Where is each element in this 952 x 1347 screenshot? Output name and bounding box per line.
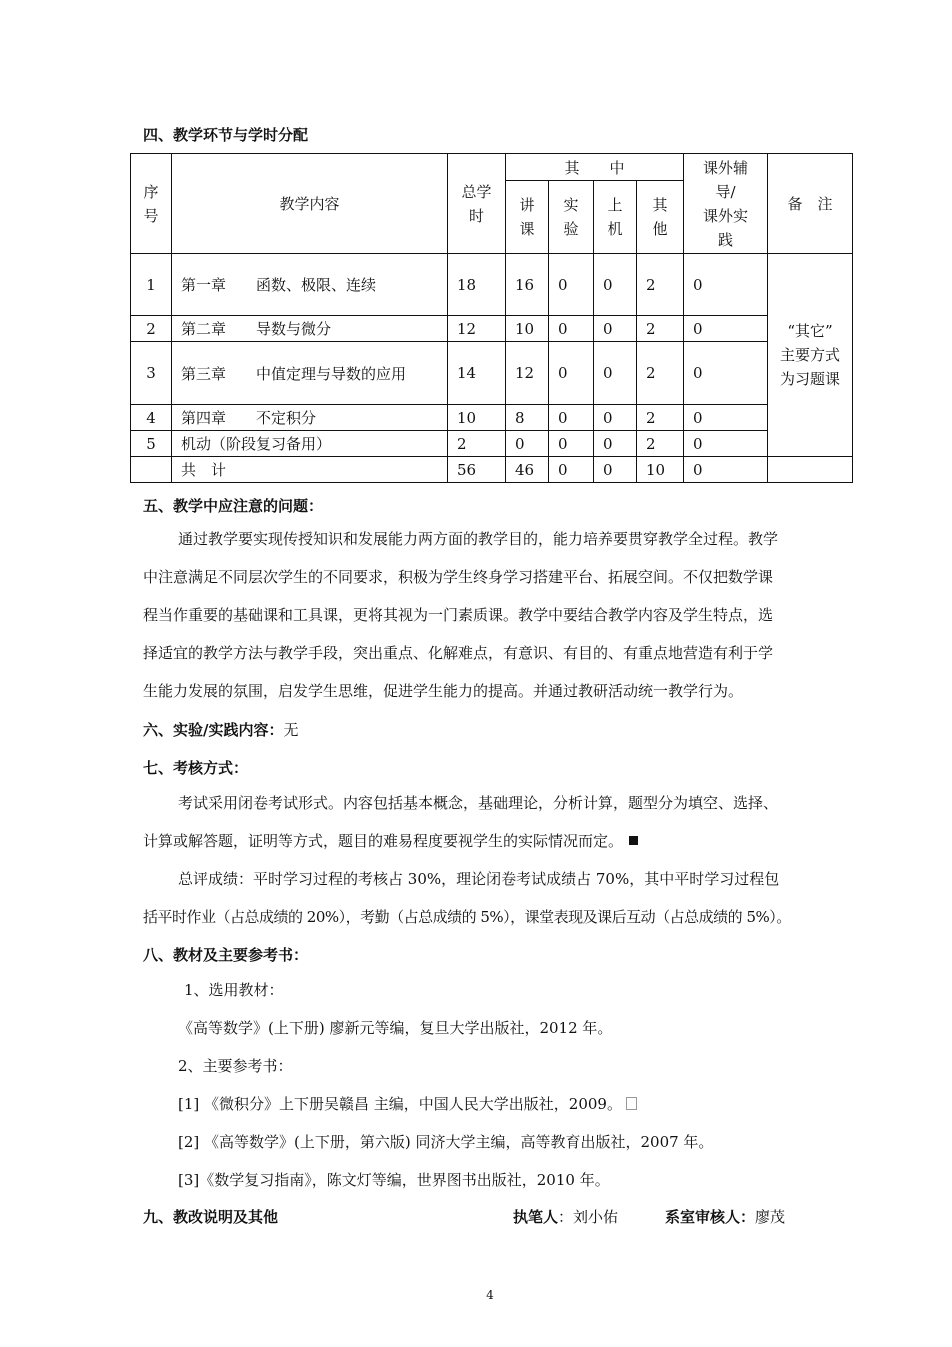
row-lecture: 10 xyxy=(506,316,549,342)
table-row xyxy=(131,405,853,431)
header-computer xyxy=(594,181,637,254)
total-lecture: 46 xyxy=(506,457,549,483)
paragraph-line: 总评成绩：平时学习过程的考核占 30%，理论闭卷考试成绩占 70%，其中平时学习过程包 xyxy=(178,870,780,888)
row-experiment: 0 xyxy=(549,254,594,316)
row-experiment: 0 xyxy=(549,405,594,431)
remark-text: “其它” 主要方式 为习题课 xyxy=(780,322,841,388)
row-computer: 0 xyxy=(594,431,637,457)
row-total: 18 xyxy=(448,254,506,316)
row-lecture: 8 xyxy=(506,405,549,431)
list-item: 2、主要参考书： xyxy=(178,1057,293,1075)
paragraph-line: 考试采用闭卷考试形式。内容包括基本概念，基础理论，分析计算，题型分为填空、选择、 xyxy=(178,794,779,812)
row-content: 第一章 函数、极限、连续 xyxy=(172,254,448,316)
total-total: 56 xyxy=(448,457,506,483)
row-content: 第三章 中值定理与导数的应用 xyxy=(172,342,448,405)
header-experiment-text: 实 验 xyxy=(563,196,579,238)
square-bullet-icon xyxy=(629,836,638,845)
row-extra: 0 xyxy=(684,431,768,457)
row-content: 第二章 导数与微分 xyxy=(172,316,448,342)
header-among: 其 中 xyxy=(506,154,684,181)
paragraph-line: 生能力发展的氛围，启发学生思维，促进学生能力的提高。并通过教研活动统一教学行为。 xyxy=(143,682,744,700)
row-seq: 2 xyxy=(131,316,172,342)
header-remark: 备 注 xyxy=(768,154,853,254)
total-computer: 0 xyxy=(594,457,637,483)
header-lecture-text: 讲 课 xyxy=(519,196,535,238)
row-seq: 1 xyxy=(131,254,172,316)
row-seq: 4 xyxy=(131,405,172,431)
row-total: 10 xyxy=(448,405,506,431)
reviewer-name: 廖茂 xyxy=(755,1208,786,1226)
row-experiment: 0 xyxy=(549,431,594,457)
header-seq xyxy=(131,154,172,254)
author-label: 执笔人 xyxy=(513,1208,559,1226)
row-content: 机动（阶段复习备用） xyxy=(172,431,448,457)
table-row xyxy=(131,342,853,405)
row-extra: 0 xyxy=(684,254,768,316)
author-line xyxy=(513,1206,618,1227)
paragraph-line: 中注意满足不同层次学生的不同要求，积极为学生终身学习搭建平台、拓展空间。不仅把数学课 xyxy=(143,568,774,586)
row-lecture: 16 xyxy=(506,254,549,316)
row-experiment: 0 xyxy=(549,342,594,405)
row-experiment: 0 xyxy=(549,316,594,342)
row-other: 2 xyxy=(637,431,684,457)
row-computer: 0 xyxy=(594,254,637,316)
header-extracurricular-text: 课外辅 导/ 课外实 践 xyxy=(703,158,749,249)
header-seq-text: 序 号 xyxy=(143,182,159,225)
table-row xyxy=(131,254,853,316)
table-total-row xyxy=(131,457,853,483)
list-item: [2] 《高等数学》(上下册，第六版) 同济大学主编，高等教育出版社，2007 年。 xyxy=(178,1133,714,1151)
teaching-hours-table xyxy=(130,153,853,483)
section-6-title: 六、实验/实践内容： xyxy=(143,721,284,739)
list-item: 1、选用教材： xyxy=(184,981,284,999)
row-computer: 0 xyxy=(594,342,637,405)
row-total: 2 xyxy=(448,431,506,457)
list-item: [1] 《微积分》上下册吴赣昌 主编，中国人民大学出版社，2009。 xyxy=(178,1095,622,1113)
total-other: 10 xyxy=(637,457,684,483)
total-seq-empty xyxy=(131,457,172,483)
header-experiment xyxy=(549,181,594,254)
section-7-title: 七、考核方式： xyxy=(143,759,249,777)
paragraph-line: 通过教学要实现传授知识和发展能力两方面的教学目的，能力培养要贯穿教学全过程。教学 xyxy=(178,530,779,548)
row-seq: 3 xyxy=(131,342,172,405)
paragraph-line: 括平时作业（占总成绩的 20%），考勤（占总成绩的 5%），课堂表现及课后互动（占总成绩的 5%）。 xyxy=(143,908,791,926)
section-5-title: 五、教学中应注意的问题： xyxy=(143,497,324,515)
author-name: ：刘小佑 xyxy=(558,1208,619,1226)
header-total-text: 总学 时 xyxy=(461,182,492,225)
page-number: 4 xyxy=(486,1288,494,1302)
row-seq: 5 xyxy=(131,431,172,457)
row-other: 2 xyxy=(637,405,684,431)
row-extra: 0 xyxy=(684,405,768,431)
header-lecture xyxy=(506,181,549,254)
header-extracurricular xyxy=(684,154,768,254)
row-other: 2 xyxy=(637,254,684,316)
row-lecture: 0 xyxy=(506,431,549,457)
header-other-text: 其 他 xyxy=(652,196,668,238)
section-9-title: 九、教改说明及其他 xyxy=(143,1208,279,1226)
reviewer-label: 系室审核人： xyxy=(665,1208,756,1226)
list-item: [3]《数学复习指南》，陈文灯等编，世界图书出版社，2010 年。 xyxy=(178,1171,610,1189)
section-5-body xyxy=(143,520,853,710)
section-7-body xyxy=(143,784,853,936)
list-item: 《高等数学》(上下册) 廖新元等编，复旦大学出版社，2012 年。 xyxy=(178,1019,613,1037)
row-content: 第四章 不定积分 xyxy=(172,405,448,431)
table-row xyxy=(131,316,853,342)
list-item-with-box xyxy=(178,1085,838,1123)
row-extra: 0 xyxy=(684,316,768,342)
row-computer: 0 xyxy=(594,405,637,431)
total-remark-empty xyxy=(768,457,853,483)
paragraph-line-with-mark xyxy=(143,822,853,860)
paragraph-line: 程当作重要的基础课和工具课，更将其视为一门素质课。教学中要结合教学内容及学生特点，选 xyxy=(143,606,774,624)
section-6 xyxy=(143,719,299,740)
row-lecture: 12 xyxy=(506,342,549,405)
section-8-title: 八、教材及主要参考书： xyxy=(143,946,309,964)
section-4-title: 四、教学环节与学时分配 xyxy=(143,126,309,144)
section-6-value: 无 xyxy=(283,721,299,739)
total-label: 共 计 xyxy=(172,457,448,483)
reviewer-line xyxy=(665,1206,785,1227)
header-total xyxy=(448,154,506,254)
empty-box-icon xyxy=(626,1097,637,1110)
header-other xyxy=(637,181,684,254)
header-content: 教学内容 xyxy=(172,154,448,254)
paragraph-line: 计算或解答题，证明等方式，题目的难易程度要视学生的实际情况而定。 xyxy=(143,832,624,850)
total-extra: 0 xyxy=(684,457,768,483)
header-computer-text: 上 机 xyxy=(607,196,623,238)
row-other: 2 xyxy=(637,342,684,405)
row-other: 2 xyxy=(637,316,684,342)
total-experiment: 0 xyxy=(549,457,594,483)
row-total: 12 xyxy=(448,316,506,342)
remark-cell xyxy=(768,254,853,457)
row-extra: 0 xyxy=(684,342,768,405)
table-row xyxy=(131,431,853,457)
row-computer: 0 xyxy=(594,316,637,342)
row-total: 14 xyxy=(448,342,506,405)
section-8-body xyxy=(178,971,838,1199)
paragraph-line: 择适宜的教学方法与教学手段，突出重点、化解难点，有意识、有目的、有重点地营造有利于学 xyxy=(143,644,774,662)
